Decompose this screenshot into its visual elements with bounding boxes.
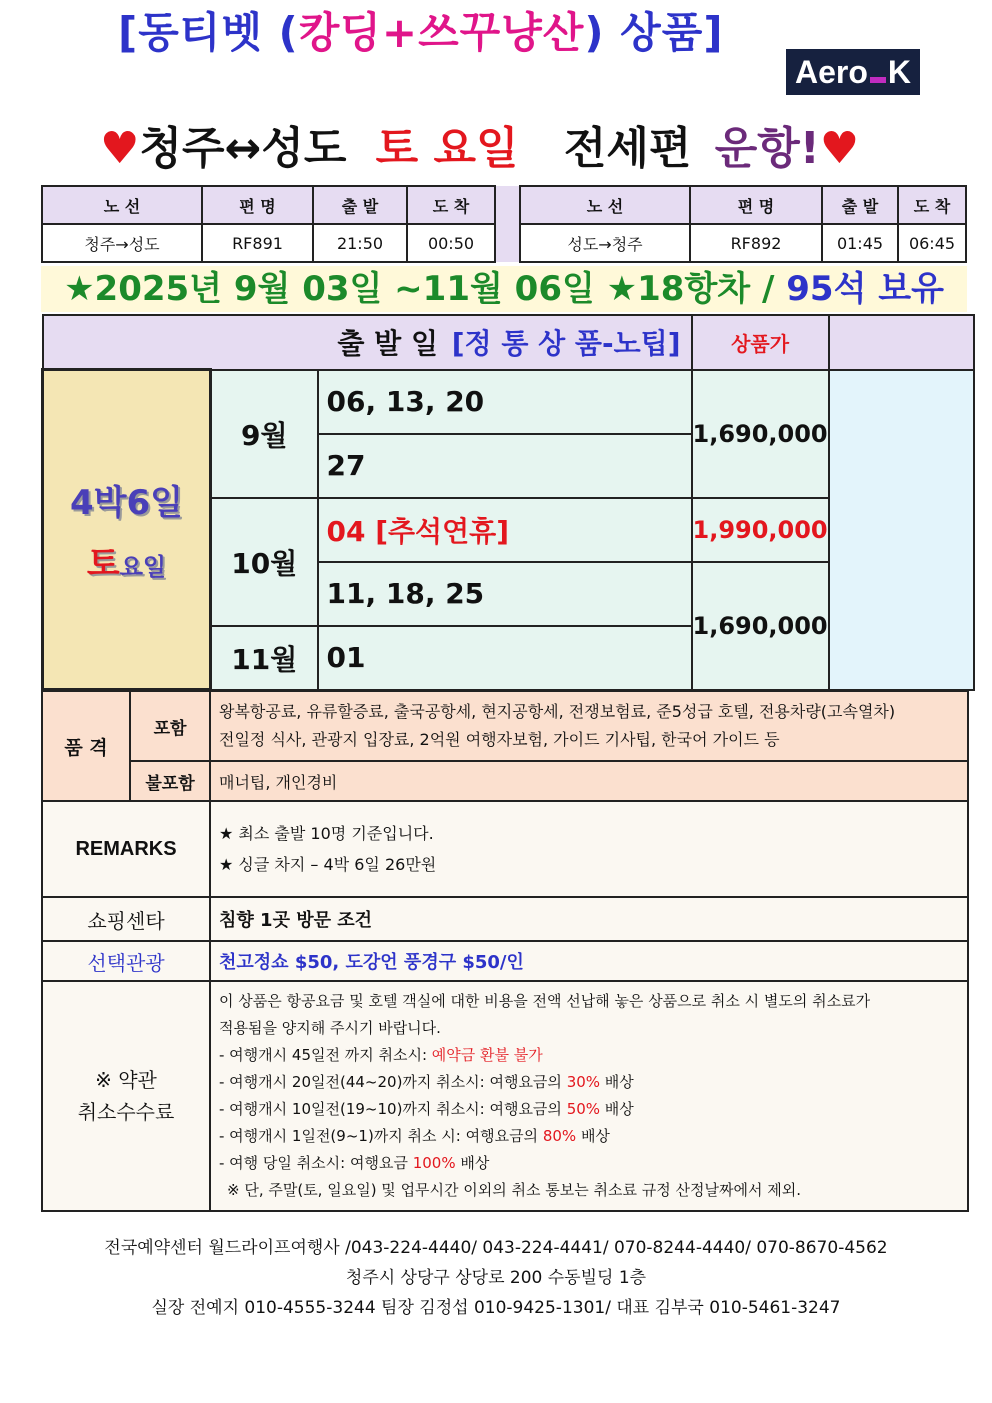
fee-row bbox=[219, 1150, 959, 1177]
shopping-text: 침향 1곳 방문 조건 bbox=[210, 897, 968, 941]
fee-row bbox=[219, 1069, 959, 1096]
blank-column bbox=[829, 370, 974, 690]
operation-label: 운항! bbox=[714, 123, 820, 174]
footer-line-2: 청주시 상당구 상당로 200 수동빌딩 1층 bbox=[345, 1268, 647, 1288]
header-route-2: 노 선 bbox=[520, 186, 690, 224]
title-open: [동티벳 ( bbox=[118, 8, 299, 57]
outbound-route: 청주→성도 bbox=[42, 224, 202, 262]
flight-gap bbox=[495, 186, 520, 262]
duration-cell bbox=[43, 370, 211, 690]
header-label: 출 발 일 bbox=[337, 327, 438, 360]
charter-title bbox=[100, 112, 859, 176]
month-october: 10월 bbox=[211, 498, 318, 626]
remark-2: ★ 싱글 차지 – 4박 6일 26만원 bbox=[219, 855, 437, 874]
include-line-2: 전일정 식사, 관광지 입장료, 2억원 여행자보험, 가이드 기사팁, 한국어 가이드 등 bbox=[219, 730, 780, 749]
terms-note: ※ 단, 주말(토, 일요일) 및 업무시간 이외의 취소 통보는 취소료 규정 산정날짜에서 제외. bbox=[227, 1181, 801, 1199]
date-cell: 06, 13, 20 bbox=[318, 370, 692, 434]
header-route: 노 선 bbox=[42, 186, 202, 224]
fee-red: 30% bbox=[566, 1073, 601, 1091]
schedule-header-row bbox=[43, 315, 974, 370]
fee-text: - 여행개시 45일전 까지 취소시: bbox=[219, 1046, 432, 1064]
charter-label: 전세편 bbox=[563, 123, 692, 174]
header-empty bbox=[829, 315, 974, 370]
details-table bbox=[41, 690, 969, 1212]
terms-intro-2: 적용됨을 양지해 주시기 바랍니다. bbox=[219, 1019, 441, 1037]
header-depart: 출 발 bbox=[313, 186, 407, 224]
header-flight-2: 편 명 bbox=[690, 186, 822, 224]
outbound-depart: 21:50 bbox=[313, 224, 407, 262]
period-text: ★2025년 9월 03일 ~11월 06일 ★18항차 bbox=[64, 269, 751, 309]
heart-icon-right: ♥ bbox=[819, 123, 860, 174]
remark-1: ★ 최소 출발 10명 기준입니다. bbox=[219, 824, 434, 843]
month-september: 9월 bbox=[211, 370, 318, 498]
logo-left: Aero bbox=[794, 54, 868, 90]
title-close: ) 상품] bbox=[584, 8, 724, 57]
inbound-flight: RF892 bbox=[690, 224, 822, 262]
title-highlight: 캉딩+쓰꾸냥산 bbox=[298, 8, 585, 57]
day-title: 토 요일 bbox=[375, 123, 519, 174]
period-banner bbox=[41, 266, 967, 312]
header-arrive: 도 착 bbox=[407, 186, 495, 224]
footer-line-3: 실장 전예지 010-4555-3244 팀장 김정섭 010-9425-1301/ 대표 김부국 010-5461-3247 bbox=[151, 1298, 841, 1318]
terms-intro-1: 이 상품은 항공요금 및 호텔 객실에 대한 비용을 전액 선납해 놓은 상품으로 취소 시 별도의 취소료가 bbox=[219, 992, 871, 1010]
fee-text: - 여행개시 10일전(19~10)까지 취소시: 여행요금의 bbox=[219, 1100, 567, 1118]
header-arrive-2: 도 착 bbox=[898, 186, 966, 224]
duration: 4박6일 bbox=[69, 482, 183, 523]
heart-icon: ♥ bbox=[100, 123, 140, 174]
include-line-1: 왕복항공료, 유류할증료, 출국공항세, 현지공항세, 전쟁보험료, 준5성급 호텔, 전용차량(고속열차) bbox=[219, 702, 896, 721]
logo-right: K bbox=[887, 54, 911, 90]
weekday bbox=[44, 536, 209, 585]
terms-label-1: ※ 약관 bbox=[95, 1068, 157, 1092]
option-text: 천고정쇼 $50, 도강언 풍경구 $50/인 bbox=[210, 941, 968, 981]
fee-text: - 여행개시 20일전(44~20)까지 취소시: 여행요금의 bbox=[219, 1073, 567, 1091]
period-slash: / bbox=[750, 269, 787, 309]
fee-text: - 여행개시 1일전(9~1)까지 취소 시: 여행요금의 bbox=[219, 1127, 543, 1145]
inbound-depart: 01:45 bbox=[822, 224, 898, 262]
fee-row bbox=[219, 1042, 959, 1069]
table-row bbox=[42, 981, 968, 1211]
table-row bbox=[43, 370, 974, 434]
header-price: 상품가 bbox=[692, 315, 829, 370]
outbound-flight: RF891 bbox=[202, 224, 313, 262]
option-label: 선택관광 bbox=[42, 941, 210, 981]
table-row bbox=[42, 897, 968, 941]
price-cell: 1,690,000 bbox=[692, 370, 829, 498]
terms-label-2: 취소수수료 bbox=[77, 1100, 175, 1124]
seats-text: 95석 보유 bbox=[786, 269, 944, 309]
month-november: 11월 bbox=[211, 626, 318, 690]
aero-k-logo bbox=[786, 49, 920, 95]
schedule-header bbox=[43, 315, 692, 370]
fee-row bbox=[219, 1096, 959, 1123]
header-flight: 편 명 bbox=[202, 186, 313, 224]
route-title: 청주↔성도 bbox=[139, 123, 347, 174]
fee-tail: 배상 bbox=[600, 1100, 634, 1118]
price-cell: 1,690,000 bbox=[692, 562, 829, 690]
date-cell: 27 bbox=[318, 434, 692, 498]
quality-label: 품 격 bbox=[42, 691, 130, 801]
terms-label bbox=[42, 981, 210, 1211]
table-row bbox=[42, 691, 968, 761]
flight-header-row bbox=[42, 186, 966, 224]
flight-table bbox=[41, 185, 967, 263]
weekday-red: 토 bbox=[86, 543, 120, 584]
price-cell-holiday: 1,990,000 bbox=[692, 498, 829, 562]
fee-tail: 배상 bbox=[455, 1154, 490, 1172]
include-text bbox=[210, 691, 968, 761]
weekday-rest: 요일 bbox=[119, 552, 167, 581]
fee-tail: 배상 bbox=[576, 1127, 610, 1145]
schedule-table bbox=[41, 314, 975, 691]
exclude-text: 매너팁, 개인경비 bbox=[210, 761, 968, 801]
date-cell: 11, 18, 25 bbox=[318, 562, 692, 626]
remarks-label: REMARKS bbox=[42, 801, 210, 897]
header-product: [정 통 상 품-노팁] bbox=[451, 327, 681, 360]
inbound-route: 성도→청주 bbox=[520, 224, 690, 262]
remarks-text bbox=[210, 801, 968, 897]
inbound-arrive: 06:45 bbox=[898, 224, 966, 262]
fee-red: 100% bbox=[412, 1154, 456, 1172]
table-row bbox=[42, 941, 968, 981]
exclude-label: 불포함 bbox=[130, 761, 210, 801]
footer-line-1: 전국예약센터 월드라이프여행사 /043-224-4440/ 043-224-4441/ 070-8244-4440/ 070-8670-4562 bbox=[104, 1238, 888, 1258]
fee-red: 80% bbox=[542, 1127, 577, 1145]
fee-text: - 여행 당일 취소시: 여행요금 bbox=[219, 1154, 413, 1172]
terms-text bbox=[210, 981, 968, 1211]
include-label: 포함 bbox=[130, 691, 210, 761]
date-cell-holiday: 04 [추석연휴] bbox=[318, 498, 692, 562]
fee-red: 예약금 환불 불가 bbox=[431, 1046, 543, 1064]
date-cell: 01 bbox=[318, 626, 692, 690]
fee-tail: 배상 bbox=[600, 1073, 634, 1091]
outbound-arrive: 00:50 bbox=[407, 224, 495, 262]
table-row bbox=[42, 801, 968, 897]
fee-row bbox=[219, 1123, 959, 1150]
table-row bbox=[42, 761, 968, 801]
shopping-label: 쇼핑센타 bbox=[42, 897, 210, 941]
header-depart-2: 출 발 bbox=[822, 186, 898, 224]
fee-red: 50% bbox=[566, 1100, 601, 1118]
